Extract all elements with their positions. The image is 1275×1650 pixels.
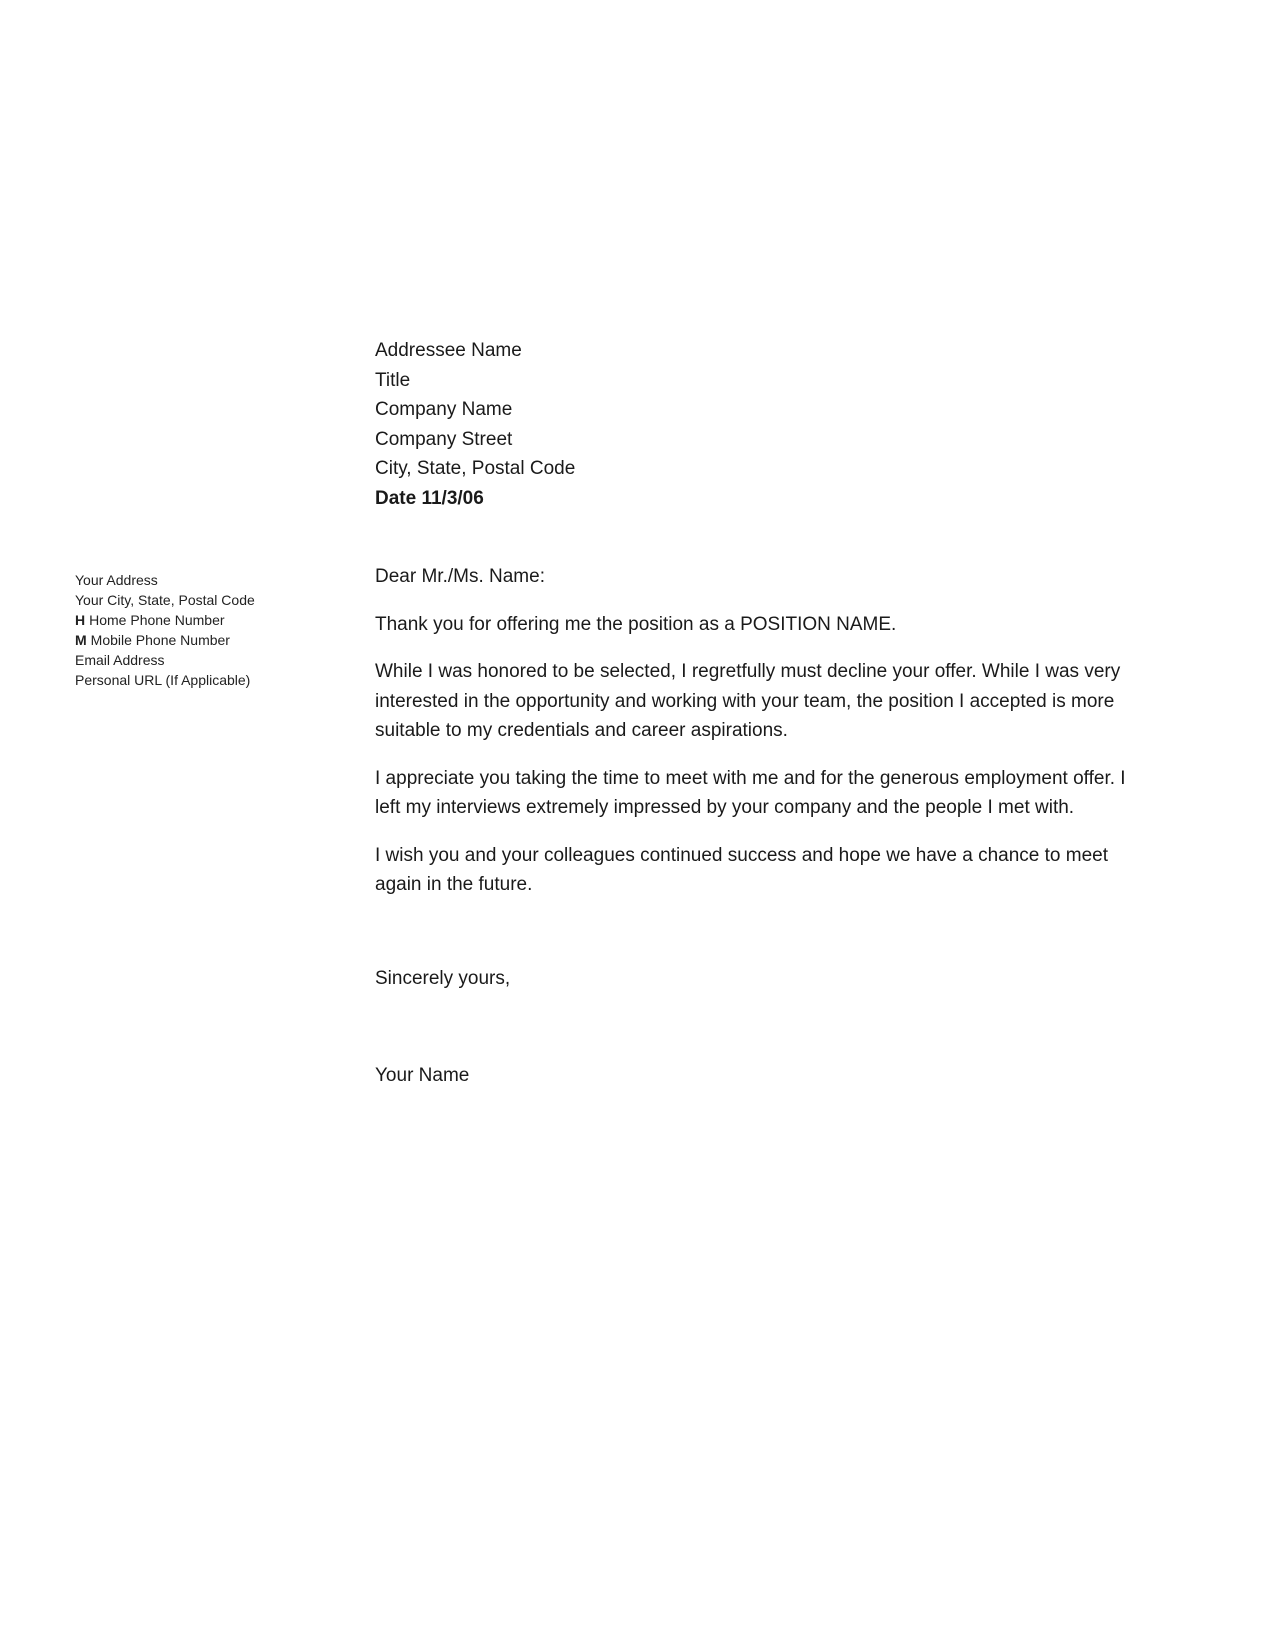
addressee-name: Addressee Name [375, 340, 522, 361]
signature-name: Your Name [375, 1065, 470, 1086]
closing: Sincerely yours, [375, 967, 511, 989]
body-paragraph: I wish you and your colleagues continued success and hope we have a chance to meet again in the future. [375, 844, 1109, 895]
sender-url: Personal URL (If Applicable) [75, 672, 251, 688]
sender-email: Email Address [75, 652, 165, 668]
body-paragraph: While I was honored to be selected, I regretfully must decline your offer. While I was very interested in the opportunity and working with your team, the position I accepted is more suitable to my credentials and career aspirations. [375, 661, 1121, 741]
salutation: Dear Mr./Ms. Name: [375, 566, 545, 587]
addressee-city-state-zip: City, State, Postal Code [375, 458, 576, 479]
body-paragraph: I appreciate you taking the time to meet with me and for the generous employment offer. I left my interviews extremely impressed by your company and the people I met with. [375, 767, 1126, 818]
sender-mobile-phone: Mobile Phone Number [90, 632, 230, 648]
sender-mobile-phone-line [75, 630, 345, 650]
sender-contact-block [75, 570, 345, 690]
home-phone-tag: H [75, 612, 86, 628]
letter-date: Date 11/3/06 [375, 487, 484, 509]
body-paragraph: Thank you for offering me the position as a POSITION NAME. [375, 613, 897, 635]
letter-body [375, 562, 1135, 1109]
sender-home-phone-line [75, 610, 345, 630]
addressee-street: Company Street [375, 428, 513, 450]
sender-address: Your Address [75, 572, 158, 588]
sender-home-phone: Home Phone Number [89, 612, 225, 628]
addressee-title: Title [375, 369, 411, 391]
addressee-block [375, 336, 575, 513]
addressee-company: Company Name [375, 399, 513, 420]
sender-city-state-zip: Your City, State, Postal Code [75, 592, 255, 608]
mobile-phone-tag: M [75, 632, 87, 648]
